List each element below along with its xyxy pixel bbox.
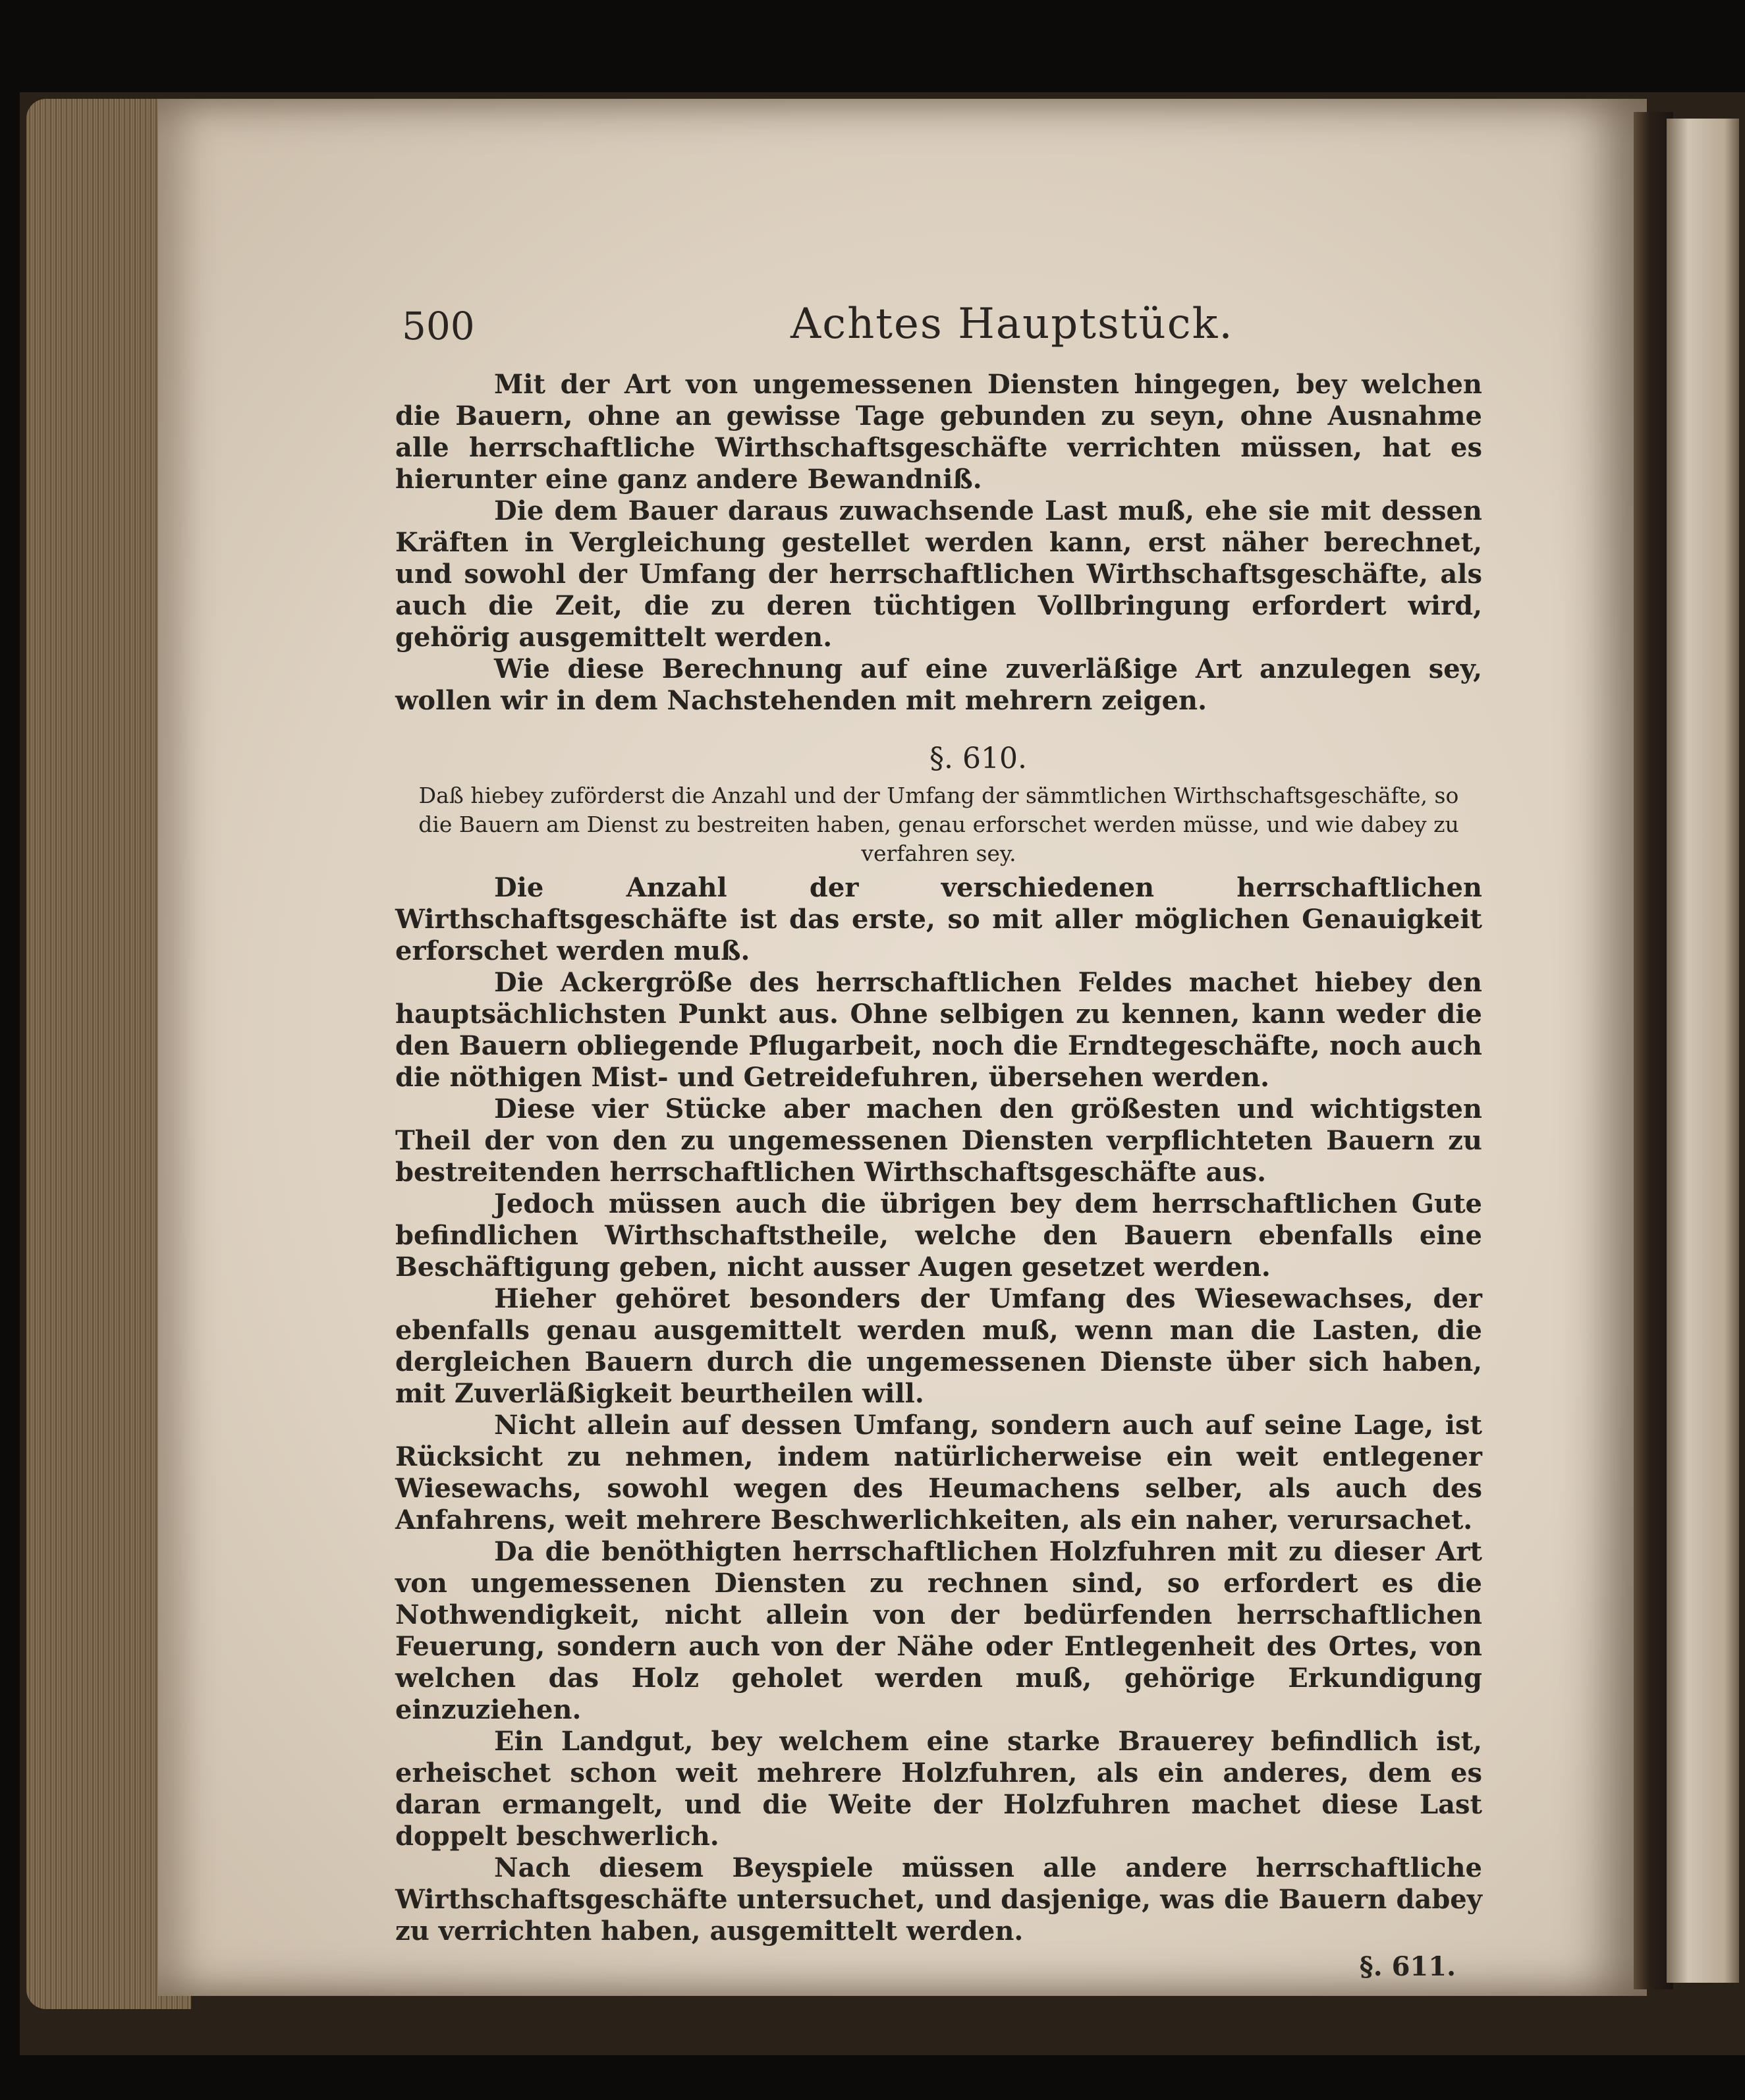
paragraph: Nicht allein auf dessen Umfang, sondern auch auf seine Lage, ist Rücksicht zu nehmen, indem natürlicherweise ein weit entlegener Wiesewachs, sowohl wegen des Heumachens selber, als auch des Anfahrens, weit mehrere Beschwerlichkeiten, als ein naher, verursachet. bbox=[395, 1410, 1482, 1535]
paragraph: Die dem Bauer daraus zuwachsende Last muß, ehe sie mit dessen Kräften in Vergleichung gestellet werden kann, erst näher berechnet, und sowohl der Umfang der herrschaftlichen Wirthschaftsgeschäfte, als auch die Zeit, die zu deren tüchtigen Vollbringung erfordert wird, gehörig ausgemittelt werden. bbox=[395, 495, 1482, 653]
page-body bbox=[395, 369, 1482, 1983]
section-number: §. 610. bbox=[929, 742, 1027, 775]
paragraph: Ein Landgut, bey welchem eine starke Brauerey befindlich ist, erheischet schon weit mehrere Holzfuhren, als ein anderes, dem es daran ermangelt, und die Weite der Holzfuhren machet diese Last doppelt beschwerlich. bbox=[395, 1726, 1482, 1852]
page-header bbox=[402, 300, 1482, 352]
catchword: §. 611. bbox=[1359, 1951, 1456, 1982]
paragraph: Hieher gehöret besonders der Umfang des Wiesewachses, der ebenfalls genau ausgemittelt werden muß, wenn man die Lasten, die dergleichen Bauern durch die ungemessenen Dienste über sich haben, mit Zuverläßigkeit beurtheilen will. bbox=[395, 1283, 1482, 1409]
paragraph: Die Anzahl der verschiedenen herrschaftlichen Wirthschaftsgeschäfte ist das erste, so mit aller möglichen Genauigkeit erforschet werden muß. bbox=[395, 872, 1482, 966]
facing-page-edge bbox=[1667, 119, 1739, 1983]
paragraph: Die Ackergröße des herrschaftlichen Feldes machet hiebey den hauptsächlichsten Punkt aus. Ohne selbigen zu kennen, kann weder die den Bauern obliegende Pflugarbeit, noch die Erndtegeschäfte, noch auch die nöthigen Mist- und Getreidefuhren, übersehen werden. bbox=[395, 967, 1482, 1093]
paragraph: Mit der Art von ungemessenen Diensten hingegen, bey welchen die Bauern, ohne an gewisse Tage gebunden zu seyn, ohne Ausnahme alle herrschaftliche Wirthschaftsgeschäfte verrichten müssen, hat es hierunter eine ganz andere Bewandniß. bbox=[395, 369, 1482, 495]
running-title: Achtes Hauptstück. bbox=[790, 300, 1234, 348]
paragraph: Wie diese Berechnung auf eine zuverläßige Art anzulegen sey, wollen wir in dem Nachstehenden mit mehrern zeigen. bbox=[395, 653, 1482, 716]
page-number: 500 bbox=[402, 304, 475, 348]
paragraph: Da die benöthigten herrschaftlichen Holzfuhren mit zu dieser Art von ungemessenen Diensten zu rechnen sind, so erfordert es die Nothwendigkeit, nicht allein von der bedürfenden herrschaftlichen Feuerung, sondern auch von der Nähe oder Entlegenheit des Ortes, von welchen das Holz geholet werden muß, gehörige Erkundigung einzuziehen. bbox=[395, 1536, 1482, 1725]
paragraph: Nach diesem Beyspiele müssen alle andere herrschaftliche Wirthschaftsgeschäfte untersuchet, und dasjenige, was die Bauern dabey zu verrichten haben, ausgemittelt werden. bbox=[395, 1852, 1482, 1947]
paragraph: Diese vier Stücke aber machen den größesten und wichtigsten Theil der von den zu ungemessenen Diensten verpflichteten Bauern zu bestreitenden herrschaftlichen Wirthschaftsgeschäfte aus. bbox=[395, 1093, 1482, 1188]
section-heading: Daß hiebey zuförderst die Anzahl und der Umfang der sämmtlichen Wirthschaftsgeschäfte, so die Bauern am Dienst zu bestreiten haben, genau erforschet werden müsse, und wie dabey zu verfahren sey. bbox=[418, 783, 1459, 866]
paragraph: Jedoch müssen auch die übrigen bey dem herrschaftlichen Gute befindlichen Wirthschaftstheile, welche den Bauern ebenfalls eine Beschäftigung geben, nicht ausser Augen gesetzet werden. bbox=[395, 1188, 1482, 1283]
